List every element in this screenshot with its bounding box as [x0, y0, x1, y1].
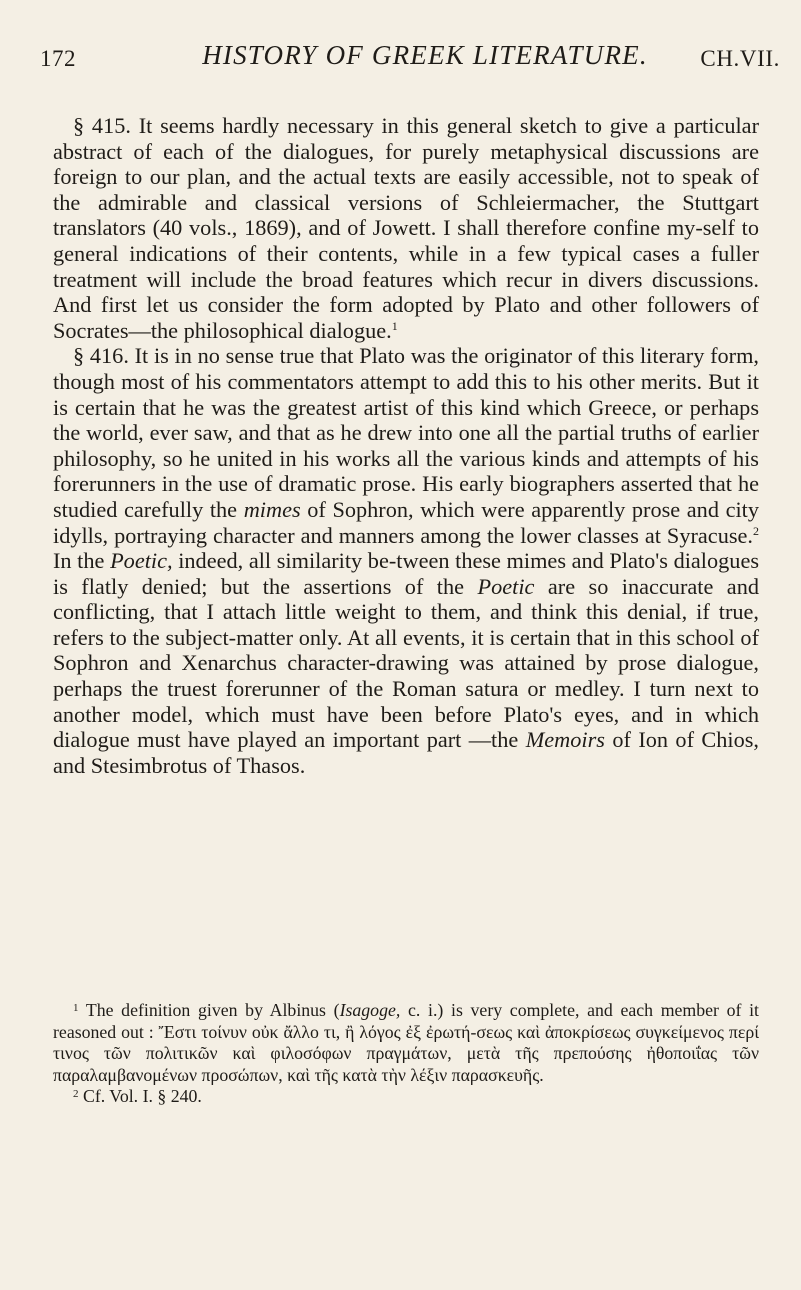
paragraph-text: of Sophron, which were apparently prose and city idylls, portraying character and manners among the lower classes at Syracuse.: [53, 496, 760, 548]
paragraph-text: It seems hardly necessary in this general sketch to give a particular abstract of each of the dialogues, for purely metaphysical discussions are foreign to our plan, and the actual texts are easily accessible, not to speak of the admirable and classical versions of Schleiermacher, the Stuttgart translators (40 vols., 1869), and of Jowett. I shall therefore confine my-self to general indications of their contents, while in a few typical cases a fuller treatment will include the broad features which recur in divers discussions. And first let us consider the form adopted by Plato and other followers of Socrates—the philosophical dialogue.: [53, 113, 759, 343]
footnote-2: [53, 1086, 759, 1108]
italic-title: Isagoge,: [339, 1000, 401, 1020]
italic-title: Poetic,: [110, 548, 173, 574]
paragraph-text: of Ion of Chios, and Stesimbrotus of Thasos.: [53, 727, 759, 778]
paragraph-416: [53, 343, 759, 778]
footnote-text: Cf. Vol. I. § 240.: [82, 1086, 202, 1106]
paragraph-text: In the: [53, 548, 105, 574]
italic-term: mimes: [243, 496, 301, 522]
footnote-text: The definition given by Albinus (: [85, 1000, 340, 1020]
chapter-label: CH.VII.: [700, 46, 780, 71]
footnote-ref[interactable]: 2: [753, 523, 759, 538]
footnote-mark: 2: [73, 1088, 79, 1100]
paragraph-text: indeed, all similarity be-tween these mimes and Plato's dialogues is flatly denied; but the assertions of the: [53, 548, 760, 599]
section-number: § 416.: [73, 343, 129, 369]
running-title: HISTORY OF GREEK LITERATURE.: [202, 40, 648, 70]
paragraph-text: are so inaccurate and conflicting, that I attach little weight to them, and think this denial, if true, refers to the subject-matter only. At all events, it is certain that in this school of Sophron and Xenarchus character-drawing was attained by prose dialogue, perhaps the truest forerunner of the Roman satura or medley. I turn next to another model, which must have been before Plato's eyes, and in which dialogue must have played an important part —the: [53, 573, 759, 753]
page-number: 172: [40, 46, 76, 71]
paragraph-text: It is in no sense true that Plato was the originator of this literary form, though most of his commentators attempt to add this to his other merits. But it is certain that he was the greatest artist of this kind which Greece, or perhaps the world, ever saw, and that as he drew into one all the partial truths of earlier philosophy, so he united in his works all the various kinds and attempts of his forerunners in the use of dramatic prose. His early biographers asserted that he studied carefully the: [53, 343, 759, 522]
italic-title: Poetic: [477, 573, 535, 599]
paragraph-415: [53, 113, 759, 343]
italic-title: Memoirs: [525, 727, 605, 753]
section-number: § 415.: [73, 113, 131, 138]
footnote-text: c. i.) is very complete, and each member of it reasoned out : Ἔστι τοίνυν οὐκ ἄλλο τι, ἢ λόγος ἐξ ἐρωτή-σεως καὶ ἀποκρίσεως συγκείμενος περί τινος τῶν πολιτικῶν καὶ φιλοσόφων πραγμάτων, μετὰ τῆς πρεπούσης ἠθοποιΐας τῶν παραλαμβανομένων προσώπων, καὶ τῆς κατὰ τὴν λέξιν παρασκευῆς.: [53, 1000, 759, 1085]
running-head: [40, 40, 780, 80]
footnote-ref[interactable]: 1: [391, 318, 398, 333]
main-text: [53, 113, 759, 778]
footnotes: [53, 1000, 759, 1108]
footnote-mark: 1: [73, 1002, 79, 1014]
footnote-1: [53, 1000, 759, 1086]
